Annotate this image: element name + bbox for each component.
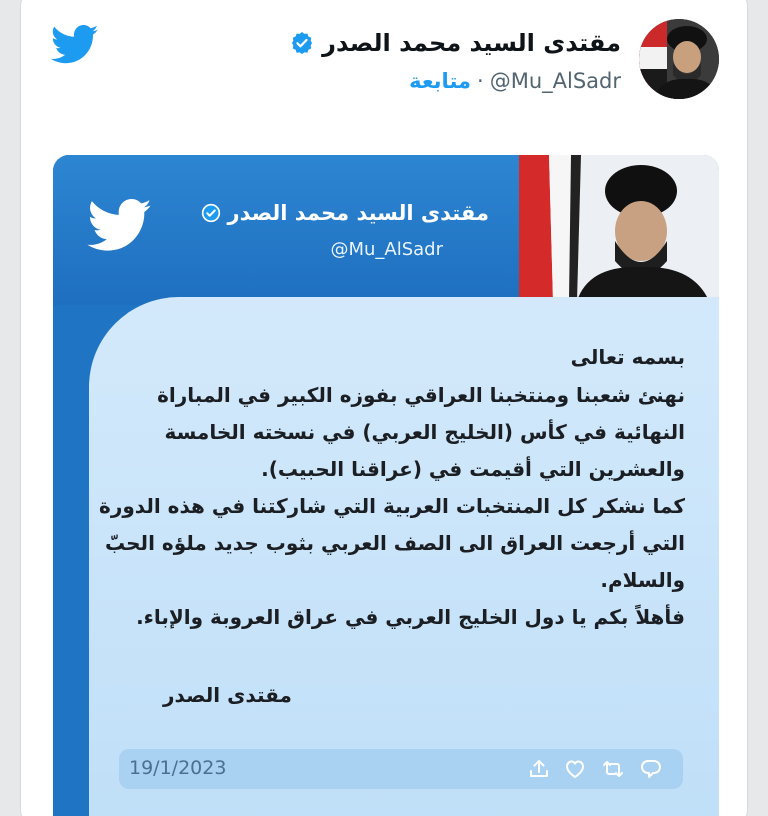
author-meta <box>409 69 621 93</box>
like-icon <box>563 757 587 781</box>
image-author-name <box>201 201 490 225</box>
tweet-image[interactable] <box>53 155 719 816</box>
verified-badge-icon <box>290 31 314 55</box>
author-avatar[interactable] <box>639 19 719 99</box>
message-line: النهائية في كأس (الخليج العربي) في نسخته الخامسة <box>164 420 685 444</box>
message-greeting: بسمه تعالى <box>570 345 685 369</box>
meta-separator: · <box>477 69 484 93</box>
message-line: التي أرجعت العراق الى الصف العربي بثوب جديد ملؤه الحبّ <box>104 531 685 555</box>
author-handle[interactable]: @Mu_AlSadr <box>489 69 621 93</box>
image-header-banner <box>53 155 719 305</box>
portrait-photo-icon <box>519 155 719 301</box>
embedded-tweet-card[interactable] <box>20 0 748 816</box>
avatar-portrait-icon <box>639 19 719 99</box>
twitter-bird-icon[interactable] <box>51 25 99 65</box>
message-line: والسلام. <box>600 568 685 592</box>
reply-icon <box>639 757 663 781</box>
author-photo <box>519 155 719 301</box>
verified-badge-icon <box>201 203 221 223</box>
twitter-bird-icon <box>87 199 153 253</box>
author-name-text[interactable]: مقتدى السيد محمد الصدر <box>322 29 621 57</box>
message-text <box>89 337 685 636</box>
image-author-handle: @Mu_AlSadr <box>330 239 443 260</box>
message-line: كما نشكر كل المنتخبات العربية التي شاركتنا في هذه الدورة <box>99 494 685 518</box>
message-line: نهنئ شعبنا ومنتخبنا العراقي بفوزه الكبير في المباراة <box>157 383 685 407</box>
post-date: 19/1/2023 <box>129 757 227 779</box>
follow-link[interactable]: متابعة <box>409 69 472 93</box>
message-signature: مقتدى الصدر <box>163 683 292 707</box>
share-icon <box>527 757 551 781</box>
author-name[interactable] <box>290 29 621 57</box>
retweet-icon <box>601 757 625 781</box>
image-action-bar <box>119 749 683 789</box>
image-author-name-text: مقتدى السيد محمد الصدر <box>227 201 489 225</box>
message-line: فأهلاً بكم يا دول الخليج العربي في عراق العروبة والإباء. <box>136 605 685 629</box>
message-line: والعشرين التي أقيمت في (عراقنا الحبيب). <box>261 457 685 481</box>
